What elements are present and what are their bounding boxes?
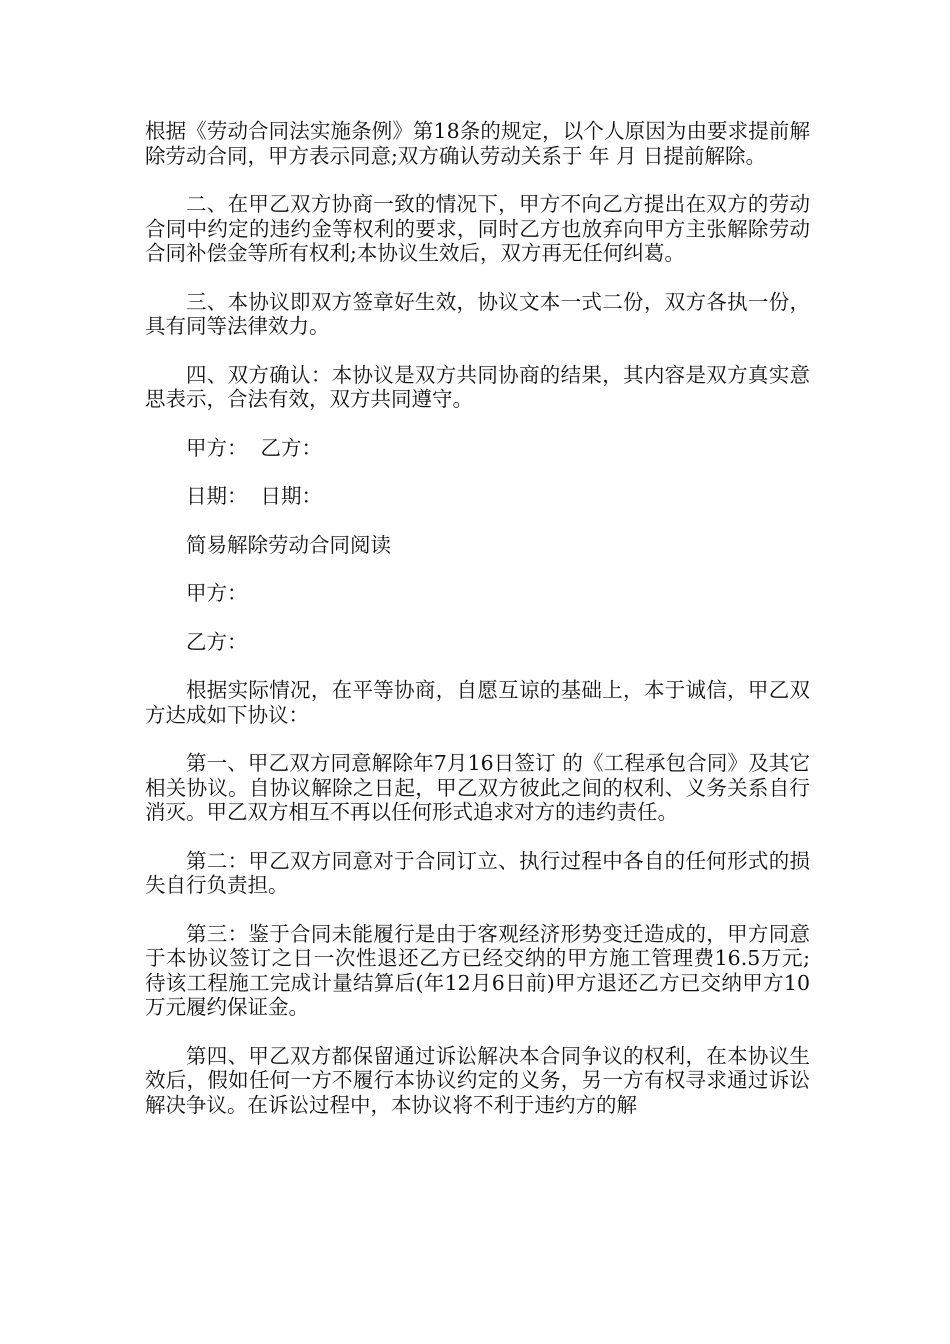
party-a-label: 甲方： [186,581,248,605]
article-one: 第一、甲乙双方同意解除年7月16日签订 的《工程承包合同》及其它相关协议。自协议解除之日起，甲乙双方彼此之间的权利、义务关系自行消灭。甲乙双方相互不再以任何形式追求对方的违约责任。 [145,751,810,824]
party-b-label: 乙方： [186,629,248,654]
paragraph-termination-basis: 根据《劳动合同法实施条例》第18条的规定，以个人原因为由要求提前解除劳动合同，甲方表示同意;双方确认劳动关系于 年 月 日提前解除。 [145,119,810,168]
clause-two: 二、在甲乙双方协商一致的情况下，甲方不向乙方提出在双方的劳动合同中约定的违约金等权利的要求，同时乙方也放弃向甲方主张解除劳动合同补偿金等所有权利;本协议生效后，双方再无任何纠葛。 [145,192,810,265]
clause-three: 三、本协议即双方签章好生效，协议文本一式二份，双方各执一份，具有同等法律效力。 [145,289,810,338]
clause-four: 四、双方确认：本协议是双方共同协商的结果，其内容是双方真实意思表示，合法有效，双方共同遵守。 [145,362,810,411]
preamble: 根据实际情况，在平等协商，自愿互谅的基础上，本于诚信，甲乙双方达成如下协议： [145,678,810,727]
signature-dates: 日期： 日期： [186,484,323,508]
signature-parties: 甲方： 乙方： [186,435,323,460]
article-four: 第四、甲乙双方都保留通过诉讼解决本合同争议的权利，在本协议生效后，假如任何一方不履行本协议约定的义务，另一方有权寻求通过诉讼解决争议。在诉讼过程中，本协议将不利于违约方的解 [145,1043,810,1117]
section-title: 简易解除劳动合同阅读 [186,532,391,557]
article-two: 第二：甲乙双方同意对于合同订立、执行过程中各自的任何形式的损失自行负责担。 [145,848,810,897]
article-three: 第三：鉴于合同未能履行是由于客观经济形势变迁造成的，甲方同意于本协议签订之日一次性退还乙方已经交纳的甲方施工管理费16.5万元;待该工程施工完成计量结算后(年12月6日前)甲方退还乙方已交纳甲方10万元履约保证金。 [145,921,810,1019]
document-page [145,119,810,1141]
